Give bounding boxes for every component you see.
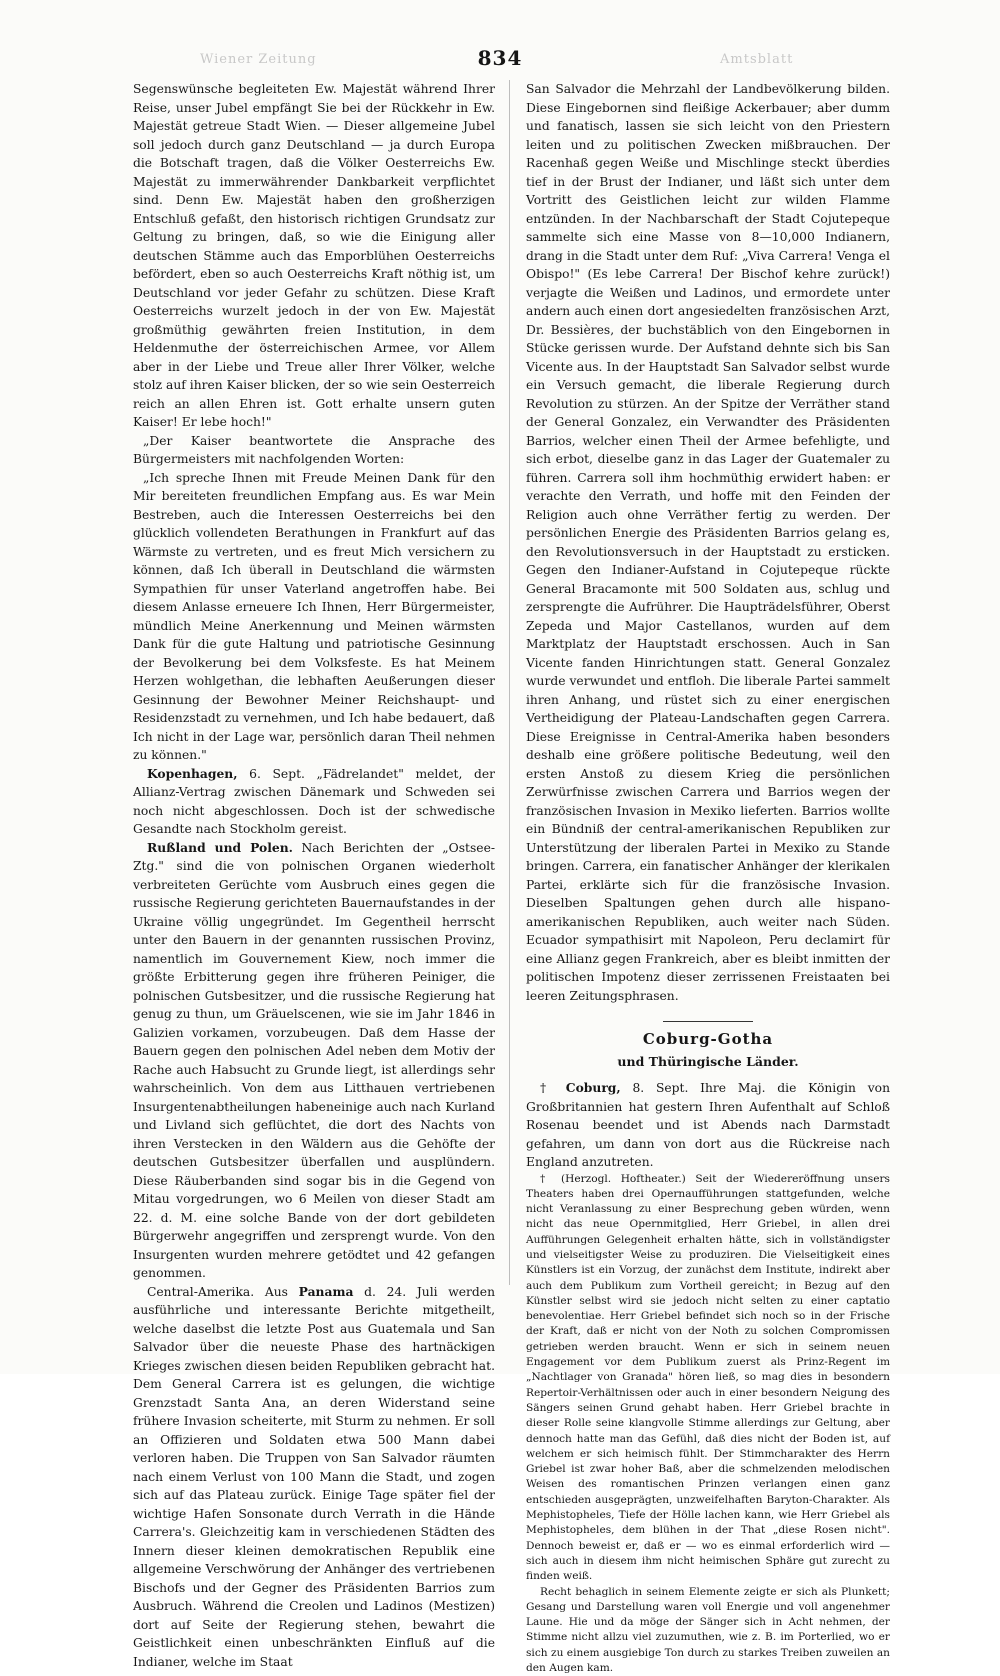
section-rule: [663, 1021, 753, 1022]
left-paragraph-3: „Ich spreche Ihnen mit Freude Meinen Dank für den Mir bereiteten freundlichen Empfang aus. Es war Mein Bestreben, auch die Interessen Oesterreichs bei den glücklich vollendeten Berathungen in Frankfurt auf das Wärmste zu vertreten, und es freut Mich versichern zu können, daß Ich überall in Deutschland die wärmsten Sympathien für unser Vaterland angetroffen habe. Bei diesem Anlasse erneuere Ich Ihnen, Herr Bürgermeister, mündlich Meine Anerkennung und Meinen wärmsten Dank für die gute Haltung und patriotische Gesinnung der Bevolkerung bei dem Volksfeste. Es hat Meinem Herzen wohlgethan, die lebhaften Aeußerungen dieser Gesinnung der Bewohner Meiner Reichshaupt- und Residenzstadt zu vernehmen, und Ich habe bedauert, daß Ich nicht in der Lage war, persönlich daran Theil nehmen zu können.": [133, 470, 495, 762]
column-divider: [509, 80, 510, 1285]
right-paragraph-coburg: [526, 1079, 890, 1172]
bleed-through-text-right: Amtsblatt: [720, 52, 794, 67]
section-subtitle: und Thüringische Länder.: [617, 1053, 799, 1069]
coburg-text: 8. Sept. Ihre Maj. die Königin von Großbritannien hat gestern Ihren Aufenthalt auf Schloß Rosenau beendet und ist Abends nach Darmstadt gefahren, um dann von dort aus die Rückreise nach England anzutreten.: [526, 1081, 890, 1169]
right-column: [526, 80, 890, 1676]
left-paragraph-russia: [133, 839, 495, 1283]
dagger-mark: †: [540, 1081, 555, 1095]
left-paragraph-2: „Der Kaiser beantwortete die Ansprache des Bürgermeisters mit nachfolgenden Worten:: [133, 433, 495, 466]
left-paragraph-copenhagen: [133, 765, 495, 839]
place-panama: Panama: [298, 1283, 354, 1299]
right-paragraph-theater: † (Herzogl. Hoftheater.) Seit der Wiedereröffnung unsers Theaters haben drei Opernaufführungen stattgefunden, welche nicht Veranlassung zu einer Besprechung geben würden, wenn nicht das neue Opernmitglied, Herr Griebel, in allen drei Aufführungen Gelegenheit erhalten hätte, sich in vollständigster und vielseitigster Weise zu produziren. Die Vielseitigkeit eines Künstlers ist ein Vorzug, der zunächst dem Institute, indirekt aber auch dem Publikum zum Vortheil gereicht; in Bezug auf den Künstler selbst wird sie jedoch nicht selten zu einer captatio benevolentiae. Herr Griebel befindet sich noch so in der Frische der Kraft, daß er nicht von der Noth zu solchen Compromissen getrieben werden braucht. Wenn er sich in seinem neuen Engagement vor dem Publikum zuerst als Prinz-Regent im „Nachtlager von Granada" hören ließ, so mag dies in besondern Repertoir-Verhältnissen oder auch in einer besondern Neigung des Sängers seinen Grund gehabt haben. Herr Griebel brachte in dieser Rolle seine klangvolle Stimme allerdings zur Geltung, aber dennoch hatte man das Gefühl, daß dies nicht der Boden ist, auf welchem er sich heimisch fühlt. Der Stimmcharakter des Herrn Griebel ist zwar hoher Baß, aber die schmelzenden melodischen Weisen des romantischen Prinzen verlangen einen ganz entschieden ausgeprägten, unzweifelhaften Baryton-Charakter. Als Mephistopheles, Tiefe der Hölle lachen kann, wie Herr Griebel als Mephistopheles, dem blühen in der That „diese Rosen nicht". Dennoch beweist er, daß er — wo es einmal erforderlich wird — sich auch in diesem ihm nicht heimischen Sphäre gut zurecht zu finden weiß.: [526, 1172, 890, 1583]
left-column: [133, 80, 495, 1671]
left-paragraph-central-america: [133, 1283, 495, 1672]
right-paragraph-plunkett: Recht behaglich in seinem Elemente zeigte er sich als Plunkett; Gesang und Darstellung waren voll Energie und voll angenehmer Laune. Hie und da möge der Sänger sich in Acht nehmen, der Stimme nicht allzu viel zuzumuthen, wie z. B. im Porterlied, wo er sich zu einem ausgiebige Ton durch zu starkes Treiben zuweilen an den Augen kam.: [526, 1585, 890, 1674]
central-america-intro: Aus: [254, 1284, 299, 1299]
copenhagen-text: 6. Sept. „Fädrelandet" meldet, der Allianz-Vertrag zwischen Dänemark und Schweden sei noch nicht abgeschlossen. Doch ist der schwedische Gesandte nach Stockholm gereist.: [133, 766, 495, 836]
page-number: 834: [477, 46, 523, 70]
dateline-russia-poland: Rußland und Polen.: [147, 839, 293, 855]
section-title: Coburg-Gotha: [642, 1030, 774, 1048]
left-paragraph-1: Segenswünsche begleiteten Ew. Majestät während Ihrer Reise, unser Jubel empfängt Sie bei der Rückkehr in Ew. Majestät getreue Stadt Wien. — Dieser allgemeine Jubel soll jedoch durch ganz Deutschland — ja durch Europa die Botschaft tragen, daß die Völker Oesterreichs Ew. Majestät zu immerwährender Dankbarkeit verpflichtet sind. Denn Ew. Majestät haben den großherzigen Entschluß gefaßt, den historisch richtigen Grundsatz zur Geltung zu bringen, daß, so wie die Einigung aller deutschen Stämme auch das Emporblühen Oesterreichs befördert, eben so auch Oesterreichs Kraft nöthig ist, um Deutschland vor jeder Gefahr zu schützen. Diese Kraft Oesterreichs wurzelt jedoch in der von Ew. Majestät großmüthig gewährten freien Institution, in dem Heldenmuthe der österreichischen Armee, vor Allem aber in der Liebe und Treue aller Ihrer Völker, welche stolz auf ihren Kaiser blicken, der so wie sein Oesterreich reich an allen Ehren ist. Gott erhalte unsern guten Kaiser! Er lebe hoch!": [133, 82, 495, 429]
dateline-copenhagen: Kopenhagen,: [147, 765, 238, 781]
right-paragraph-1: San Salvador die Mehrzahl der Landbevölkerung bilden. Diese Eingebornen sind fleißige Ackerbauer; aber dumm und fanatisch, lassen sie sich leicht von den Priestern leiten und zu politischen Zwecken mißbrauchen. Der Racenhaß gegen Weiße und Mischlinge steckt überdies tief in der Brust der Indianer, und läßt sich unter dem Vortritt des Geistlichen leicht zur wilden Flamme entzünden. In der Nachbarschaft der Stadt Cojutepeque sammelte sich eine Masse von 8—10,000 Indianern, drang in die Stadt unter dem Ruf: „Viva Carrera! Venga el Obispo!" (Es lebe Carrera! Der Bischof kehre zurück!) verjagte die Weißen und Ladinos, und ermordete unter andern auch einen dort angesiedelten französischen Arzt, Dr. Bessières, der buchstäblich von den Eingebornen in Stücke gerissen wurde. Der Aufstand dehnte sich bis San Vicente aus. In der Hauptstadt San Salvador selbst wurde ein Versuch gemacht, die liberale Regierung durch Revolution zu stürzen. An der Spitze der Verräther stand der General Gonzalez, ein Verwandter des Präsidenten Barrios, welcher einen Theil der Armee befehligte, und sich erbot, dieselbe ganz in das Lager der Guatemaler zu führen. Carrera soll ihm hochmüthig erwidert haben: er verachte den Verrath, und hoffe mit den Feinden der Religion auch ohne Verräther fertig zu werden. Der persönlichen Energie des Präsidenten Barrios gelang es, den Revolutionsversuch in der Hauptstadt zu ersticken. Gegen den Indianer-Aufstand in Cojutepeque rückte General Bracamonte mit 500 Soldaten aus, schlug und zersprengte die Aufrührer. Die Haupträdelsführer, Oberst Zepeda und Major Castellanos, wurden auf dem Marktplatz der Hauptstadt erschossen. Auch in San Vicente fanden Hinrichtungen statt. General Gonzalez wurde verwundet und entfloh. Die liberale Partei sammelt ihren Anhang, und rüstet sich zu einer energischen Vertheidigung der Plateau-Landschaften gegen Carrera. Diese Ereignisse in Central-Amerika haben besonders deshalb eine größere politische Bedeutung, weil den ersten Anstoß zu diesem Krieg die persönlichen Zerwürfnisse zwischen Carrera und Barrios wegen der französischen Invasion in Mexiko lieferten. Barrios wollte ein Bündniß der central-amerikanischen Republiken zur Unterstützung der liberalen Partei in Mexiko zu Stande bringen. Carrera, ein fanatischer Anhänger der klerikalen Partei, erklärte sich für die französische Invasion. Dieselben Spaltungen gehen durch alle hispano-amerikanischen Republiken, auch weiter nach Süden. Ecuador sympathisirt mit Napoleon, Peru declamirt für eine Allianz gegen Frankreich, aber es bleibt inmitten der politischen Impotenz dieser zerrissenen Freistaaten bei leeren Zeitungsphrasen.: [526, 82, 890, 1003]
bleed-through-text-left: Wiener Zeitung: [200, 52, 317, 67]
dateline-coburg: Coburg,: [565, 1080, 621, 1095]
russia-text: Nach Berichten der „Ostsee-Ztg." sind die von polnischen Organen wiederholt verbreiteten Gerüchte vom Ausbruch eines gegen die russische Regierung gerichteten Bauernaufstandes in der Ukraine völlig ungegründet. Im Gegentheil herrscht unter den Bauern in der genannten russischen Provinz, namentlich im Gouvernement Kiew, noch immer die größte Erbitterung gegen ihre früheren Peiniger, die polnischen Gutsbesitzer, und die russische Regierung hat genug zu thun, um Gräuelscenen, wie sie im Jahr 1846 in Galizien vorkamen, vorzubeugen. Daß dem Hasse der Bauern gegen den polnischen Adel neben dem Motiv der Rache auch Habsucht zu Grunde liegt, ist allerdings sehr wahrscheinlich. Von dem aus Litthauen vertriebenen Insurgentenabtheilungen habeneinige auch nach Kurland und Livland sich geflüchtet, die dort des Nachts von ihren Verstecken in den Wäldern aus die Gehöfte der deutschen Gutsbesitzer überfallen und ausplündern. Diese Räuberbanden sind sogar bis in die Gegend von Mitau vorgedrungen, wo 6 Meilen von dieser Stadt am 22. d. M. eine solche Bande von der dort gebildeten Bürgerwehr angegriffen und zersprengt wurde. Von den Insurgenten wurden mehrere getödtet und 42 gefangen genommen.: [133, 840, 495, 1280]
dateline-central-america: Central-Amerika.: [147, 1284, 255, 1299]
central-america-text: d. 24. Juli werden ausführliche und interessante Berichte mitgetheilt, welche daselbst die letzte Post aus Guatemala und San Salvador über die neueste Phase des hartnäckigen Krieges zwischen diesen beiden Republiken gebracht hat. Dem General Carrera ist es gelungen, die wichtige Grenzstadt Santa Ana, an deren Widerstand seine frühere Invasion scheiterte, mit Sturm zu nehmen. Er soll an Offizieren und Soldaten etwa 500 Mann dabei verloren haben. Die Truppen von San Salvador räumten nach einem Verlust von 100 Mann die Stadt, und zogen sich auf das Plateau zurück. Einige Tage später fiel der wichtige Hafen Sonsonate durch Verrath in die Hände Carrera's. Gleichzeitig kam in verschiedenen Städten des Innern dieser kleinen demokratischen Republik eine allgemeine Verschwörung der Anhänger des vertriebenen Bischofs und der Gegner des Präsidenten Barrios zum Ausbruch. Während die Creolen und Ladinos (Mestizen) dort auf Seite der Regierung stehen, bewahrt die Geistlichkeit einen unbeschränkten Einfluß auf die Indianer, welche im Staat: [133, 1284, 496, 1669]
